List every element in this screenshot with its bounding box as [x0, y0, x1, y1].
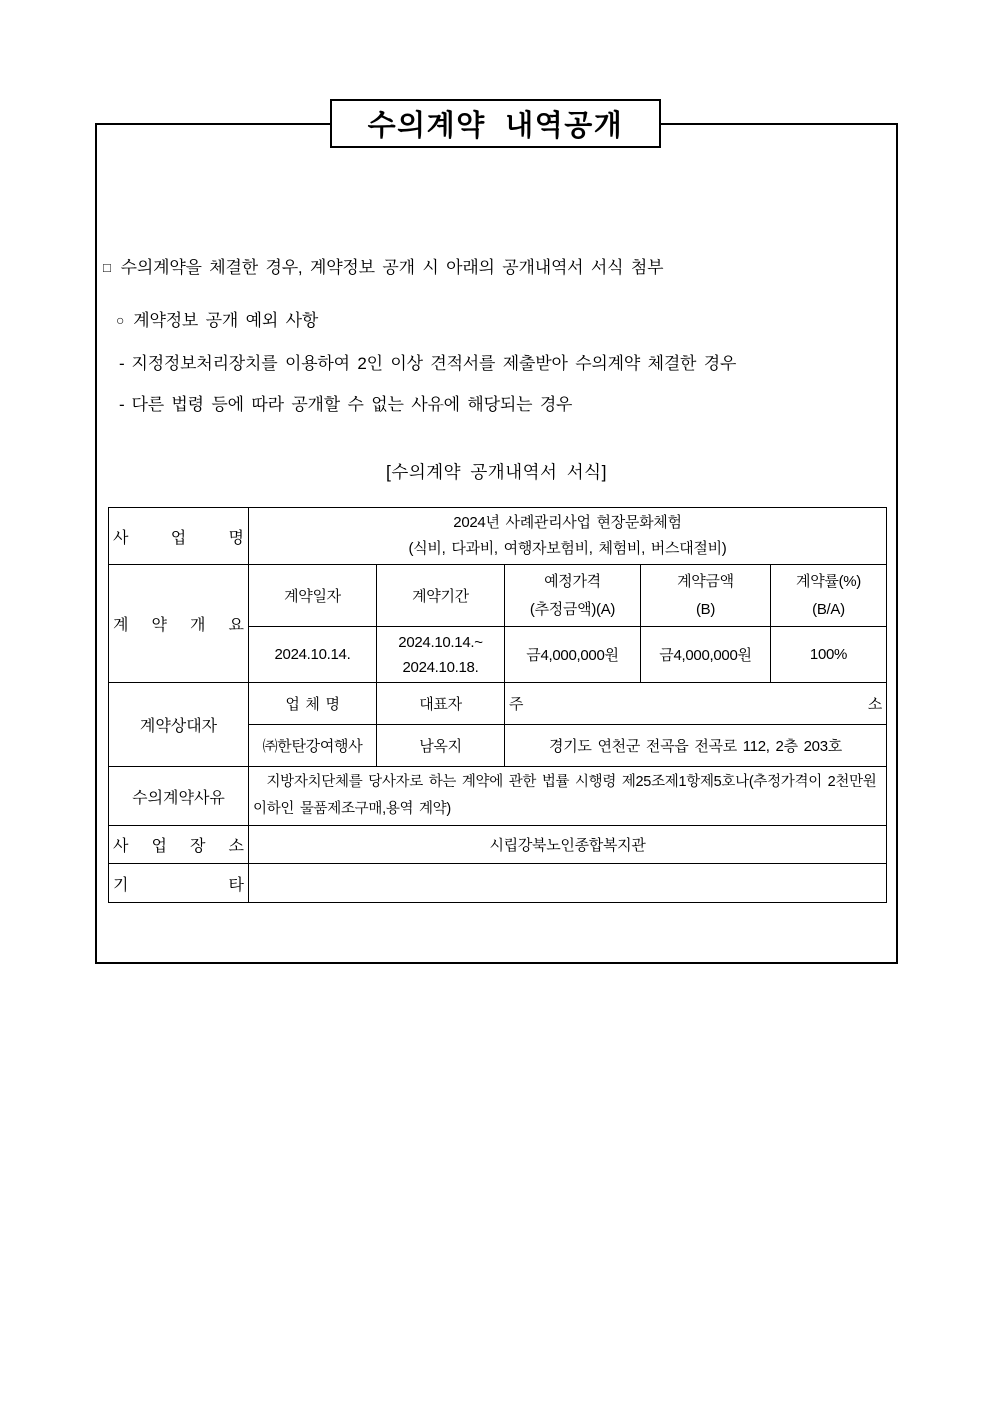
overview-label: 계 약 개 요: [109, 565, 249, 683]
contractor-value-address: 경기도 연천군 전곡읍 전곡로 112, 2층 203호: [505, 725, 887, 767]
intro-line-attachment-text: 수의계약을 체결한 경우, 계약정보 공개 시 아래의 공개내역서 서식 첨부: [120, 258, 664, 277]
overview-header-rate-line1: 계약률(%): [796, 572, 861, 590]
overview-header-planned-price-line2: (추정금액)(A): [529, 600, 616, 618]
etc-value: [249, 864, 887, 903]
overview-value-amount: 금4,000,000원: [641, 627, 771, 683]
contractor-label: 계약상대자: [109, 683, 249, 767]
form-caption: [수의계약 공개내역서 서식]: [386, 462, 607, 482]
table-row-etc: [109, 864, 887, 903]
overview-value-rate: 100%: [771, 627, 887, 683]
reason-label: 수의계약사유: [109, 767, 249, 826]
etc-label: 기 타: [109, 864, 249, 903]
contract-disclosure-table: [108, 507, 887, 903]
overview-header-date: 계약일자: [249, 565, 377, 627]
overview-header-planned-price-line1: 예정가격: [544, 572, 601, 590]
location-value: 시립강북노인종합복지관: [249, 826, 887, 864]
overview-header-amount: [641, 565, 771, 627]
contractor-value-representative: 남옥지: [377, 725, 505, 767]
intro-line-exception-2-text: 다른 법령 등에 따라 공개할 수 없는 사유에 해당되는 경우: [131, 395, 573, 414]
overview-header-period: 계약기간: [377, 565, 505, 627]
bullet-dash-icon: -: [119, 354, 125, 373]
page-title: 수의계약 내역공개: [367, 110, 624, 142]
title-box: [330, 99, 661, 148]
reason-value: 지방자치단체를 당사자로 하는 계약에 관한 법률 시행령 제25조제1항제5호나(추정가격이 2천만원 이하인 물품제조구매,용역 계약): [249, 767, 887, 826]
contractor-header-representative: 대표자: [377, 683, 505, 725]
contractor-value-company: ㈜한탄강여행사: [249, 725, 377, 767]
intro-line-exception-2: [119, 390, 572, 415]
bullet-square-icon: □: [103, 260, 111, 275]
overview-header-amount-line1: 계약금액: [677, 572, 734, 590]
contractor-header-company: 업 체 명: [249, 683, 377, 725]
intro-line-exceptions-text: 계약정보 공개 예외 사항: [133, 311, 319, 330]
overview-value-date: 2024.10.14.: [249, 627, 377, 683]
business-name-label: 사 업 명: [109, 508, 249, 565]
table-row-contractor-header: [109, 683, 887, 725]
intro-line-exception-1: [119, 349, 736, 374]
overview-header-rate-line2: (B/A): [812, 600, 845, 618]
business-name-line1: 2024년 사례관리사업 현장문화체험: [453, 514, 682, 531]
intro-line-exceptions: [116, 306, 318, 331]
overview-header-rate: [771, 565, 887, 627]
overview-value-planned-price: 금4,000,000원: [505, 627, 641, 683]
overview-header-amount-line2: (B): [695, 600, 716, 618]
contractor-header-address: 주 소: [505, 683, 887, 725]
overview-value-period-line1: 2024.10.14.~: [398, 633, 483, 651]
table-row-overview-header: [109, 565, 887, 627]
business-name-line2: (식비, 다과비, 여행자보험비, 체험비, 버스대절비): [408, 540, 727, 557]
intro-line-attachment: [103, 253, 663, 278]
bullet-circle-icon: ○: [116, 312, 125, 328]
overview-value-period-line2: 2024.10.18.: [402, 658, 479, 676]
table-row-business-name: [109, 508, 887, 565]
table-row-location: [109, 826, 887, 864]
overview-header-planned-price: [505, 565, 641, 627]
business-name-value: [249, 508, 887, 565]
location-label: 사 업 장 소: [109, 826, 249, 864]
table-row-reason: [109, 767, 887, 826]
overview-value-period: [377, 627, 505, 683]
intro-line-exception-1-text: 지정정보처리장치를 이용하여 2인 이상 견적서를 제출받아 수의계약 체결한 경우: [131, 354, 737, 373]
bullet-dash-icon: -: [119, 395, 125, 414]
